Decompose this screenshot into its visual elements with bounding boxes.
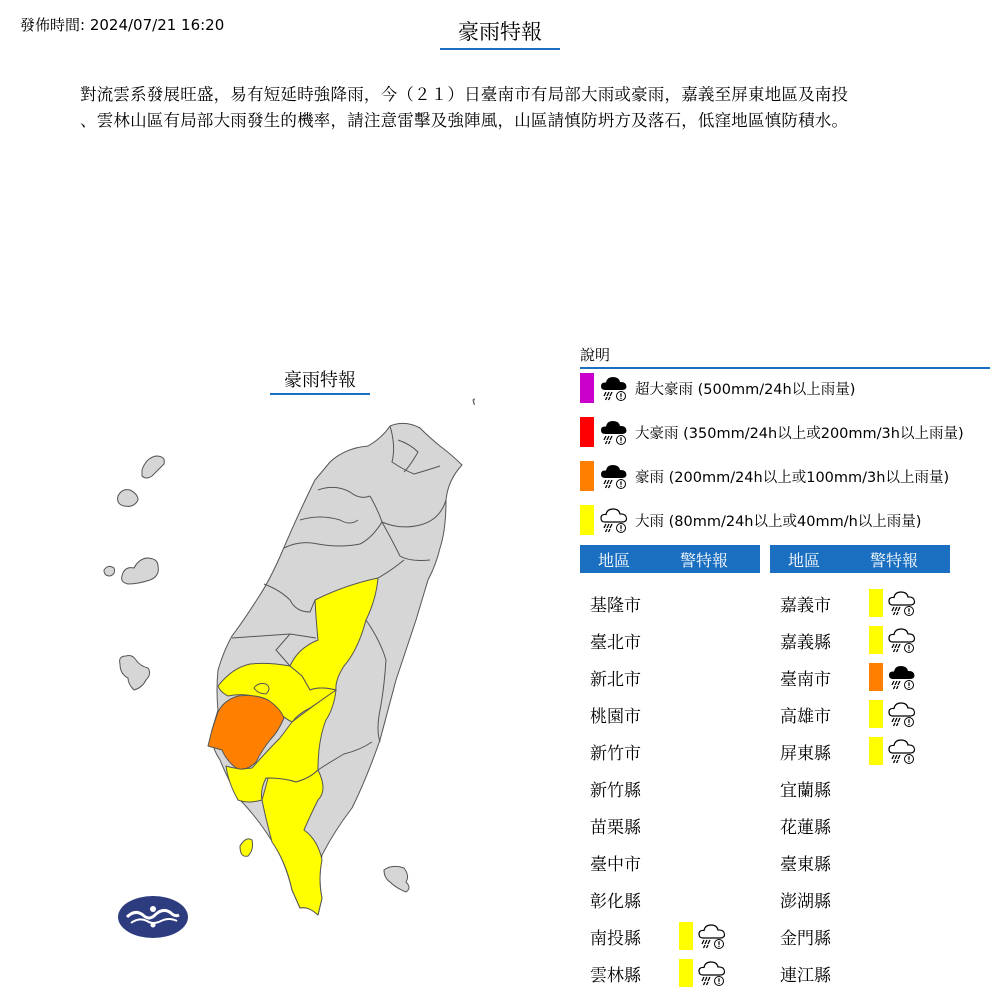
thunder-rain-cloud-icon — [599, 417, 629, 447]
region-name: 基隆市 — [590, 596, 641, 616]
island-matsu-north — [142, 456, 164, 478]
legend-icon-wrap — [599, 373, 629, 403]
region-row — [770, 659, 950, 696]
island-pengjia — [473, 398, 475, 407]
region-row — [580, 844, 760, 881]
warning-icon-wrap — [887, 662, 917, 692]
region-row — [580, 918, 760, 955]
region-row — [580, 807, 760, 844]
region-name: 金門縣 — [780, 929, 831, 949]
warning-color-swatch — [869, 663, 883, 691]
cwa-logo — [117, 895, 189, 939]
legend-item — [580, 504, 921, 536]
region-name: 臺中市 — [590, 855, 641, 875]
island-penghu — [120, 656, 150, 691]
legend-icon-wrap — [599, 461, 629, 491]
region-name: 彰化縣 — [590, 892, 641, 912]
region-name: 嘉義市 — [780, 596, 831, 616]
legend-item — [580, 416, 964, 448]
legend-label: 超大豪雨 (500mm/24h以上雨量) — [635, 381, 856, 398]
region-name: 高雄市 — [780, 707, 831, 727]
legend-color-swatch — [580, 505, 594, 535]
warning-color-swatch — [869, 626, 883, 654]
warning-icon-wrap — [887, 588, 917, 618]
warning-icon-wrap — [887, 699, 917, 729]
region-name: 臺南市 — [780, 670, 831, 690]
legend-color-swatch — [580, 373, 594, 403]
region-row — [580, 955, 760, 992]
island-xiaoliuqiu — [240, 839, 253, 856]
region-row — [770, 696, 950, 733]
warning-icon-wrap — [887, 736, 917, 766]
thunder-rain-cloud-icon — [887, 662, 917, 692]
legend-title: 說明 — [580, 344, 990, 369]
region-pingtung-warning — [262, 770, 323, 915]
legend-label: 大豪雨 (350mm/24h以上或200mm/3h以上雨量) — [635, 425, 964, 442]
region-name: 桃園市 — [590, 707, 641, 727]
thunder-rain-cloud-icon — [599, 373, 629, 403]
region-row — [580, 881, 760, 918]
legend-label: 豪雨 (200mm/24h以上或100mm/3h以上雨量) — [635, 469, 950, 486]
rain-cloud-outline-icon — [887, 736, 917, 766]
header-warning-left: 警特報 — [680, 550, 729, 570]
rain-cloud-outline-icon — [887, 699, 917, 729]
island-kinmen — [122, 558, 159, 584]
region-row — [580, 659, 760, 696]
region-name: 澎湖縣 — [780, 892, 831, 912]
region-row — [770, 955, 950, 992]
region-name: 新北市 — [590, 670, 641, 690]
region-row — [770, 918, 950, 955]
legend-label: 大雨 (80mm/24h以上或40mm/h以上雨量) — [635, 513, 922, 530]
region-row — [580, 585, 760, 622]
legend-color-swatch — [580, 417, 594, 447]
rain-cloud-outline-icon — [599, 505, 629, 535]
region-row — [580, 770, 760, 807]
region-row — [770, 733, 950, 770]
map-title: 豪雨特報 — [270, 366, 370, 395]
header-region-right: 地區 — [788, 550, 821, 570]
rain-cloud-outline-icon — [697, 921, 727, 951]
region-name: 南投縣 — [590, 929, 641, 949]
legend-icon-wrap — [599, 417, 629, 447]
region-name: 苗栗縣 — [590, 818, 641, 838]
warning-description — [80, 82, 940, 134]
legend-item — [580, 460, 949, 492]
warning-color-swatch — [869, 737, 883, 765]
legend-color-swatch — [580, 461, 594, 491]
region-row — [770, 585, 950, 622]
region-name: 臺東縣 — [780, 855, 831, 875]
warning-color-swatch — [869, 589, 883, 617]
region-row — [770, 844, 950, 881]
island-matsu-south — [118, 490, 138, 507]
warning-color-swatch — [869, 700, 883, 728]
region-row — [770, 807, 950, 844]
region-name: 新竹市 — [590, 744, 641, 764]
region-name: 花蓮縣 — [780, 818, 831, 838]
issue-time: 發佈時間: 2024/07/21 16:20 — [20, 16, 225, 34]
thunder-rain-cloud-icon — [599, 461, 629, 491]
taiwan-warning-map — [95, 385, 475, 925]
header-warning-right: 警特報 — [870, 550, 919, 570]
region-row — [580, 622, 760, 659]
region-name: 嘉義縣 — [780, 633, 831, 653]
warning-icon-wrap — [697, 958, 727, 988]
table-header-left — [580, 545, 760, 573]
region-name: 臺北市 — [590, 633, 641, 653]
rain-cloud-outline-icon — [887, 588, 917, 618]
legend — [580, 344, 990, 369]
region-row — [770, 881, 950, 918]
rain-cloud-outline-icon — [887, 625, 917, 655]
header-region-left: 地區 — [598, 550, 631, 570]
region-name: 屏東縣 — [780, 744, 831, 764]
legend-item — [580, 372, 855, 404]
island-green-island — [384, 866, 409, 892]
region-row — [580, 696, 760, 733]
rain-cloud-outline-icon — [697, 958, 727, 988]
region-row — [580, 733, 760, 770]
description-line-2: 、雲林山區有局部大雨發生的機率，請注意雷擊及強陣風，山區請慎防坍方及落石，低窪地區慎防積水。 — [80, 111, 849, 130]
region-name: 連江縣 — [780, 966, 831, 986]
region-name: 宜蘭縣 — [780, 781, 831, 801]
table-header-right — [770, 545, 950, 573]
warning-icon-wrap — [887, 625, 917, 655]
region-row — [770, 770, 950, 807]
warning-color-swatch — [679, 922, 693, 950]
region-name: 雲林縣 — [590, 966, 641, 986]
warning-color-swatch — [679, 959, 693, 987]
island-kinmen-small — [104, 566, 115, 576]
page-title: 豪雨特報 — [440, 16, 560, 50]
region-name: 新竹縣 — [590, 781, 641, 801]
legend-icon-wrap — [599, 505, 629, 535]
description-line-1: 對流雲系發展旺盛，易有短延時強降雨，今（２１）日臺南市有局部大雨或豪雨，嘉義至屏東地區及南投 — [80, 85, 849, 104]
region-row — [770, 622, 950, 659]
warning-icon-wrap — [697, 921, 727, 951]
